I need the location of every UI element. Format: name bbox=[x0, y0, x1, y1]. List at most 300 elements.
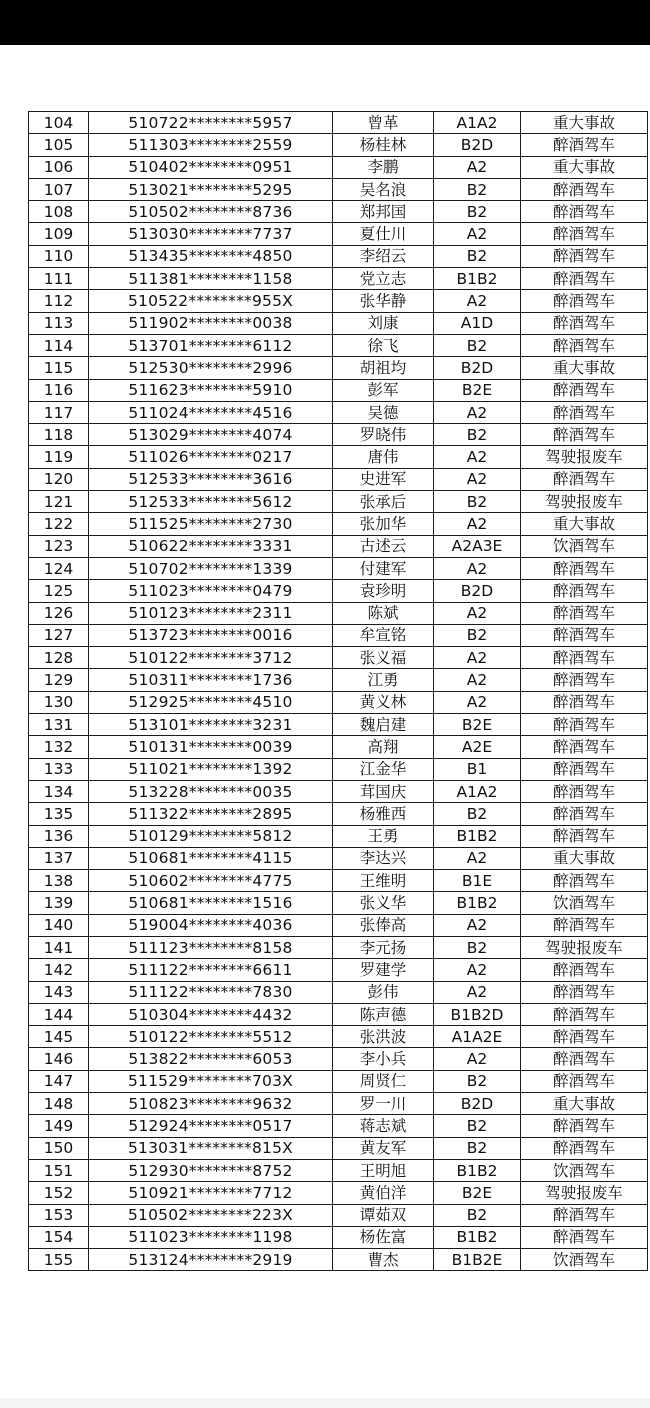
person-name-cell: 杨佐富 bbox=[333, 1226, 434, 1248]
reason-cell: 醉酒驾车 bbox=[521, 714, 648, 736]
license-class-cell: A1D bbox=[434, 312, 521, 334]
id-number-cell: 511026********0217 bbox=[89, 446, 333, 468]
id-number-cell: 510602********4775 bbox=[89, 870, 333, 892]
row-number-cell: 113 bbox=[29, 312, 89, 334]
id-number-cell: 511525********2730 bbox=[89, 513, 333, 535]
person-name-cell: 罗一川 bbox=[333, 1093, 434, 1115]
row-number-cell: 127 bbox=[29, 624, 89, 646]
id-number-cell: 510502********8736 bbox=[89, 201, 333, 223]
reason-cell: 饮酒驾车 bbox=[521, 1249, 648, 1271]
row-number-cell: 143 bbox=[29, 981, 89, 1003]
license-class-cell: A2 bbox=[434, 647, 521, 669]
row-number-cell: 118 bbox=[29, 424, 89, 446]
person-name-cell: 王勇 bbox=[333, 825, 434, 847]
row-number-cell: 124 bbox=[29, 557, 89, 579]
license-class-cell: B2 bbox=[434, 424, 521, 446]
license-class-cell: B1E bbox=[434, 870, 521, 892]
reason-cell: 醉酒驾车 bbox=[521, 870, 648, 892]
id-number-cell: 513435********4850 bbox=[89, 245, 333, 267]
row-number-cell: 111 bbox=[29, 268, 89, 290]
license-class-cell: A2A3E bbox=[434, 535, 521, 557]
reason-cell: 醉酒驾车 bbox=[521, 424, 648, 446]
id-number-cell: 511024********4516 bbox=[89, 401, 333, 423]
reason-cell: 重大事故 bbox=[521, 1093, 648, 1115]
bottom-bar bbox=[0, 1398, 650, 1408]
table-row bbox=[29, 424, 648, 446]
person-name-cell: 李元扬 bbox=[333, 936, 434, 958]
license-class-cell: A2 bbox=[434, 669, 521, 691]
license-class-cell: B2 bbox=[434, 245, 521, 267]
license-class-cell: B1B2D bbox=[434, 1003, 521, 1025]
license-class-cell: B1B2 bbox=[434, 1159, 521, 1181]
license-class-cell: A2 bbox=[434, 959, 521, 981]
license-class-cell: B2 bbox=[434, 201, 521, 223]
table-row bbox=[29, 112, 648, 134]
table-row bbox=[29, 669, 648, 691]
license-class-cell: B2 bbox=[434, 803, 521, 825]
row-number-cell: 117 bbox=[29, 401, 89, 423]
id-number-cell: 511623********5910 bbox=[89, 379, 333, 401]
person-name-cell: 黄义林 bbox=[333, 691, 434, 713]
reason-cell: 醉酒驾车 bbox=[521, 803, 648, 825]
id-number-cell: 510131********0039 bbox=[89, 736, 333, 758]
reason-cell: 醉酒驾车 bbox=[521, 691, 648, 713]
table-row bbox=[29, 401, 648, 423]
reason-cell: 驾驶报废车 bbox=[521, 1182, 648, 1204]
license-class-cell: A2 bbox=[434, 981, 521, 1003]
reason-cell: 醉酒驾车 bbox=[521, 602, 648, 624]
table-row bbox=[29, 780, 648, 802]
table-row bbox=[29, 981, 648, 1003]
person-name-cell: 牟宣铭 bbox=[333, 624, 434, 646]
table-row bbox=[29, 557, 648, 579]
person-name-cell: 唐伟 bbox=[333, 446, 434, 468]
person-name-cell: 李小兵 bbox=[333, 1048, 434, 1070]
row-number-cell: 132 bbox=[29, 736, 89, 758]
reason-cell: 醉酒驾车 bbox=[521, 580, 648, 602]
id-number-cell: 513723********0016 bbox=[89, 624, 333, 646]
row-number-cell: 106 bbox=[29, 156, 89, 178]
id-number-cell: 510502********223X bbox=[89, 1204, 333, 1226]
person-name-cell: 张义华 bbox=[333, 892, 434, 914]
status-bar bbox=[0, 0, 650, 45]
table-row bbox=[29, 468, 648, 490]
license-class-cell: B2 bbox=[434, 334, 521, 356]
table-row bbox=[29, 1026, 648, 1048]
table-row bbox=[29, 491, 648, 513]
person-name-cell: 张洪波 bbox=[333, 1026, 434, 1048]
row-number-cell: 109 bbox=[29, 223, 89, 245]
table-row bbox=[29, 825, 648, 847]
row-number-cell: 119 bbox=[29, 446, 89, 468]
reason-cell: 醉酒驾车 bbox=[521, 312, 648, 334]
row-number-cell: 134 bbox=[29, 780, 89, 802]
table-row bbox=[29, 1137, 648, 1159]
row-number-cell: 112 bbox=[29, 290, 89, 312]
row-number-cell: 144 bbox=[29, 1003, 89, 1025]
table-row bbox=[29, 870, 648, 892]
reason-cell: 醉酒驾车 bbox=[521, 268, 648, 290]
license-class-cell: A2 bbox=[434, 1048, 521, 1070]
row-number-cell: 125 bbox=[29, 580, 89, 602]
person-name-cell: 吴名浪 bbox=[333, 178, 434, 200]
id-number-cell: 519004********4036 bbox=[89, 914, 333, 936]
row-number-cell: 123 bbox=[29, 535, 89, 557]
table-row bbox=[29, 892, 648, 914]
id-number-cell: 511023********0479 bbox=[89, 580, 333, 602]
table-row bbox=[29, 379, 648, 401]
reason-cell: 重大事故 bbox=[521, 112, 648, 134]
row-number-cell: 129 bbox=[29, 669, 89, 691]
table-row bbox=[29, 134, 648, 156]
row-number-cell: 128 bbox=[29, 647, 89, 669]
license-class-cell: B1B2E bbox=[434, 1249, 521, 1271]
reason-cell: 醉酒驾车 bbox=[521, 1226, 648, 1248]
row-number-cell: 139 bbox=[29, 892, 89, 914]
row-number-cell: 107 bbox=[29, 178, 89, 200]
table-row bbox=[29, 290, 648, 312]
row-number-cell: 150 bbox=[29, 1137, 89, 1159]
license-class-cell: B2 bbox=[434, 178, 521, 200]
license-class-cell: B1B2 bbox=[434, 268, 521, 290]
row-number-cell: 149 bbox=[29, 1115, 89, 1137]
reason-cell: 醉酒驾车 bbox=[521, 334, 648, 356]
id-number-cell: 512533********5612 bbox=[89, 491, 333, 513]
table-row bbox=[29, 691, 648, 713]
person-name-cell: 魏启建 bbox=[333, 714, 434, 736]
reason-cell: 重大事故 bbox=[521, 357, 648, 379]
reason-cell: 醉酒驾车 bbox=[521, 178, 648, 200]
person-name-cell: 罗晓伟 bbox=[333, 424, 434, 446]
table-row bbox=[29, 647, 648, 669]
person-name-cell: 张义福 bbox=[333, 647, 434, 669]
table-row bbox=[29, 936, 648, 958]
row-number-cell: 155 bbox=[29, 1249, 89, 1271]
reason-cell: 重大事故 bbox=[521, 847, 648, 869]
reason-cell: 醉酒驾车 bbox=[521, 736, 648, 758]
id-number-cell: 513029********4074 bbox=[89, 424, 333, 446]
id-number-cell: 510122********3712 bbox=[89, 647, 333, 669]
person-name-cell: 蒋志斌 bbox=[333, 1115, 434, 1137]
person-name-cell: 郑邦国 bbox=[333, 201, 434, 223]
person-name-cell: 周贤仁 bbox=[333, 1070, 434, 1092]
table-row bbox=[29, 156, 648, 178]
person-name-cell: 李鹏 bbox=[333, 156, 434, 178]
license-revocation-table bbox=[28, 111, 648, 1271]
table-row bbox=[29, 1182, 648, 1204]
person-name-cell: 杨雅西 bbox=[333, 803, 434, 825]
license-class-cell: B2 bbox=[434, 624, 521, 646]
id-number-cell: 511023********1198 bbox=[89, 1226, 333, 1248]
table-row bbox=[29, 1159, 648, 1181]
row-number-cell: 115 bbox=[29, 357, 89, 379]
table-row bbox=[29, 1226, 648, 1248]
table-body bbox=[29, 112, 648, 1271]
id-number-cell: 513021********5295 bbox=[89, 178, 333, 200]
id-number-cell: 513031********815X bbox=[89, 1137, 333, 1159]
license-class-cell: B2E bbox=[434, 714, 521, 736]
id-number-cell: 511122********6611 bbox=[89, 959, 333, 981]
person-name-cell: 曹杰 bbox=[333, 1249, 434, 1271]
id-number-cell: 511322********2895 bbox=[89, 803, 333, 825]
id-number-cell: 510622********3331 bbox=[89, 535, 333, 557]
document-table-container bbox=[28, 111, 642, 1271]
person-name-cell: 张承后 bbox=[333, 491, 434, 513]
id-number-cell: 511529********703X bbox=[89, 1070, 333, 1092]
license-class-cell: B1B2 bbox=[434, 1226, 521, 1248]
license-class-cell: B2 bbox=[434, 1204, 521, 1226]
license-class-cell: B1B2 bbox=[434, 892, 521, 914]
reason-cell: 醉酒驾车 bbox=[521, 290, 648, 312]
id-number-cell: 511303********2559 bbox=[89, 134, 333, 156]
license-class-cell: A2 bbox=[434, 446, 521, 468]
row-number-cell: 121 bbox=[29, 491, 89, 513]
row-number-cell: 151 bbox=[29, 1159, 89, 1181]
person-name-cell: 李绍云 bbox=[333, 245, 434, 267]
person-name-cell: 付建军 bbox=[333, 557, 434, 579]
id-number-cell: 511122********7830 bbox=[89, 981, 333, 1003]
license-class-cell: A1A2 bbox=[434, 112, 521, 134]
id-number-cell: 513822********6053 bbox=[89, 1048, 333, 1070]
row-number-cell: 154 bbox=[29, 1226, 89, 1248]
person-name-cell: 江勇 bbox=[333, 669, 434, 691]
table-row bbox=[29, 1070, 648, 1092]
reason-cell: 醉酒驾车 bbox=[521, 981, 648, 1003]
id-number-cell: 510304********4432 bbox=[89, 1003, 333, 1025]
reason-cell: 醉酒驾车 bbox=[521, 959, 648, 981]
row-number-cell: 110 bbox=[29, 245, 89, 267]
license-class-cell: A2E bbox=[434, 736, 521, 758]
table-row bbox=[29, 446, 648, 468]
person-name-cell: 张俸高 bbox=[333, 914, 434, 936]
table-row bbox=[29, 535, 648, 557]
id-number-cell: 511902********0038 bbox=[89, 312, 333, 334]
table-row bbox=[29, 1003, 648, 1025]
reason-cell: 醉酒驾车 bbox=[521, 201, 648, 223]
id-number-cell: 513228********0035 bbox=[89, 780, 333, 802]
table-row bbox=[29, 334, 648, 356]
license-class-cell: A2 bbox=[434, 223, 521, 245]
person-name-cell: 刘康 bbox=[333, 312, 434, 334]
person-name-cell: 夏仕川 bbox=[333, 223, 434, 245]
person-name-cell: 党立志 bbox=[333, 268, 434, 290]
id-number-cell: 510921********7712 bbox=[89, 1182, 333, 1204]
license-class-cell: B2D bbox=[434, 580, 521, 602]
id-number-cell: 510129********5812 bbox=[89, 825, 333, 847]
person-name-cell: 彭军 bbox=[333, 379, 434, 401]
table-row bbox=[29, 959, 648, 981]
reason-cell: 醉酒驾车 bbox=[521, 1003, 648, 1025]
license-class-cell: B2E bbox=[434, 379, 521, 401]
id-number-cell: 510702********1339 bbox=[89, 557, 333, 579]
row-number-cell: 131 bbox=[29, 714, 89, 736]
row-number-cell: 148 bbox=[29, 1093, 89, 1115]
license-class-cell: A2 bbox=[434, 557, 521, 579]
reason-cell: 重大事故 bbox=[521, 513, 648, 535]
id-number-cell: 511123********8158 bbox=[89, 936, 333, 958]
id-number-cell: 513124********2919 bbox=[89, 1249, 333, 1271]
table-row bbox=[29, 914, 648, 936]
reason-cell: 驾驶报废车 bbox=[521, 936, 648, 958]
person-name-cell: 陈声德 bbox=[333, 1003, 434, 1025]
reason-cell: 醉酒驾车 bbox=[521, 379, 648, 401]
id-number-cell: 510681********1516 bbox=[89, 892, 333, 914]
id-number-cell: 513101********3231 bbox=[89, 714, 333, 736]
reason-cell: 饮酒驾车 bbox=[521, 892, 648, 914]
license-class-cell: A2 bbox=[434, 691, 521, 713]
person-name-cell: 黄友军 bbox=[333, 1137, 434, 1159]
person-name-cell: 王明旭 bbox=[333, 1159, 434, 1181]
reason-cell: 醉酒驾车 bbox=[521, 914, 648, 936]
person-name-cell: 张华静 bbox=[333, 290, 434, 312]
license-class-cell: B2D bbox=[434, 134, 521, 156]
table-row bbox=[29, 602, 648, 624]
person-name-cell: 胡祖均 bbox=[333, 357, 434, 379]
reason-cell: 重大事故 bbox=[521, 156, 648, 178]
table-row bbox=[29, 178, 648, 200]
table-row bbox=[29, 1204, 648, 1226]
reason-cell: 饮酒驾车 bbox=[521, 535, 648, 557]
row-number-cell: 114 bbox=[29, 334, 89, 356]
license-class-cell: A2 bbox=[434, 602, 521, 624]
reason-cell: 醉酒驾车 bbox=[521, 557, 648, 579]
reason-cell: 醉酒驾车 bbox=[521, 223, 648, 245]
license-class-cell: A2 bbox=[434, 513, 521, 535]
table-row bbox=[29, 312, 648, 334]
license-class-cell: B2D bbox=[434, 357, 521, 379]
person-name-cell: 谭茹双 bbox=[333, 1204, 434, 1226]
person-name-cell: 袁珍明 bbox=[333, 580, 434, 602]
row-number-cell: 137 bbox=[29, 847, 89, 869]
row-number-cell: 138 bbox=[29, 870, 89, 892]
id-number-cell: 510402********0951 bbox=[89, 156, 333, 178]
person-name-cell: 茸国庆 bbox=[333, 780, 434, 802]
table-row bbox=[29, 1093, 648, 1115]
license-class-cell: A2 bbox=[434, 401, 521, 423]
table-row bbox=[29, 1249, 648, 1271]
license-class-cell: B2 bbox=[434, 1115, 521, 1137]
reason-cell: 醉酒驾车 bbox=[521, 780, 648, 802]
id-number-cell: 511021********1392 bbox=[89, 758, 333, 780]
reason-cell: 醉酒驾车 bbox=[521, 134, 648, 156]
id-number-cell: 512924********0517 bbox=[89, 1115, 333, 1137]
reason-cell: 驾驶报废车 bbox=[521, 446, 648, 468]
license-class-cell: A2 bbox=[434, 290, 521, 312]
person-name-cell: 吴德 bbox=[333, 401, 434, 423]
table-row bbox=[29, 714, 648, 736]
person-name-cell: 罗建学 bbox=[333, 959, 434, 981]
table-row bbox=[29, 847, 648, 869]
id-number-cell: 512930********8752 bbox=[89, 1159, 333, 1181]
license-class-cell: A2 bbox=[434, 914, 521, 936]
person-name-cell: 王维明 bbox=[333, 870, 434, 892]
id-number-cell: 513701********6112 bbox=[89, 334, 333, 356]
license-class-cell: B2 bbox=[434, 491, 521, 513]
row-number-cell: 142 bbox=[29, 959, 89, 981]
license-class-cell: A1A2E bbox=[434, 1026, 521, 1048]
license-class-cell: B1 bbox=[434, 758, 521, 780]
id-number-cell: 512925********4510 bbox=[89, 691, 333, 713]
person-name-cell: 江金华 bbox=[333, 758, 434, 780]
reason-cell: 醉酒驾车 bbox=[521, 1048, 648, 1070]
row-number-cell: 147 bbox=[29, 1070, 89, 1092]
person-name-cell: 古述云 bbox=[333, 535, 434, 557]
row-number-cell: 135 bbox=[29, 803, 89, 825]
reason-cell: 醉酒驾车 bbox=[521, 758, 648, 780]
table-row bbox=[29, 513, 648, 535]
row-number-cell: 145 bbox=[29, 1026, 89, 1048]
id-number-cell: 510722********5957 bbox=[89, 112, 333, 134]
table-row bbox=[29, 245, 648, 267]
row-number-cell: 120 bbox=[29, 468, 89, 490]
row-number-cell: 126 bbox=[29, 602, 89, 624]
table-row bbox=[29, 758, 648, 780]
person-name-cell: 高翔 bbox=[333, 736, 434, 758]
person-name-cell: 张加华 bbox=[333, 513, 434, 535]
table-row bbox=[29, 736, 648, 758]
row-number-cell: 133 bbox=[29, 758, 89, 780]
row-number-cell: 140 bbox=[29, 914, 89, 936]
row-number-cell: 141 bbox=[29, 936, 89, 958]
reason-cell: 驾驶报废车 bbox=[521, 491, 648, 513]
row-number-cell: 136 bbox=[29, 825, 89, 847]
reason-cell: 醉酒驾车 bbox=[521, 1204, 648, 1226]
license-class-cell: A2 bbox=[434, 847, 521, 869]
license-class-cell: B2E bbox=[434, 1182, 521, 1204]
table-row bbox=[29, 1048, 648, 1070]
id-number-cell: 510122********5512 bbox=[89, 1026, 333, 1048]
table-row bbox=[29, 201, 648, 223]
person-name-cell: 陈斌 bbox=[333, 602, 434, 624]
reason-cell: 醉酒驾车 bbox=[521, 468, 648, 490]
row-number-cell: 116 bbox=[29, 379, 89, 401]
reason-cell: 醉酒驾车 bbox=[521, 825, 648, 847]
reason-cell: 醉酒驾车 bbox=[521, 1070, 648, 1092]
row-number-cell: 146 bbox=[29, 1048, 89, 1070]
reason-cell: 醉酒驾车 bbox=[521, 669, 648, 691]
id-number-cell: 511381********1158 bbox=[89, 268, 333, 290]
id-number-cell: 513030********7737 bbox=[89, 223, 333, 245]
person-name-cell: 曾革 bbox=[333, 112, 434, 134]
row-number-cell: 108 bbox=[29, 201, 89, 223]
reason-cell: 醉酒驾车 bbox=[521, 401, 648, 423]
table-row bbox=[29, 624, 648, 646]
id-number-cell: 512533********3616 bbox=[89, 468, 333, 490]
reason-cell: 醉酒驾车 bbox=[521, 1026, 648, 1048]
reason-cell: 醉酒驾车 bbox=[521, 245, 648, 267]
table-row bbox=[29, 803, 648, 825]
person-name-cell: 史进军 bbox=[333, 468, 434, 490]
id-number-cell: 510522********955X bbox=[89, 290, 333, 312]
table-row bbox=[29, 223, 648, 245]
id-number-cell: 510823********9632 bbox=[89, 1093, 333, 1115]
license-class-cell: B2 bbox=[434, 1137, 521, 1159]
person-name-cell: 徐飞 bbox=[333, 334, 434, 356]
id-number-cell: 510681********4115 bbox=[89, 847, 333, 869]
id-number-cell: 510311********1736 bbox=[89, 669, 333, 691]
reason-cell: 醉酒驾车 bbox=[521, 1115, 648, 1137]
license-class-cell: A2 bbox=[434, 156, 521, 178]
person-name-cell: 李达兴 bbox=[333, 847, 434, 869]
row-number-cell: 152 bbox=[29, 1182, 89, 1204]
license-class-cell: A1A2 bbox=[434, 780, 521, 802]
person-name-cell: 彭伟 bbox=[333, 981, 434, 1003]
row-number-cell: 105 bbox=[29, 134, 89, 156]
row-number-cell: 122 bbox=[29, 513, 89, 535]
table-row bbox=[29, 268, 648, 290]
license-class-cell: B2D bbox=[434, 1093, 521, 1115]
table-row bbox=[29, 357, 648, 379]
